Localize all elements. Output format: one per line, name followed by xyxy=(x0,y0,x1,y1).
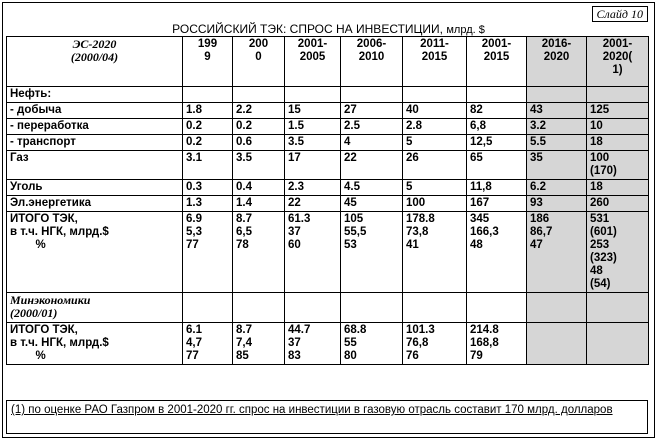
table-row xyxy=(7,135,649,151)
header-year-cell xyxy=(587,37,649,87)
value-cell-text: 3.5 xyxy=(236,152,252,164)
empty-cell xyxy=(527,293,587,323)
value-cell xyxy=(183,119,233,135)
value-cell xyxy=(233,323,285,365)
value-cell xyxy=(403,196,467,212)
value-cell xyxy=(467,151,527,180)
section-oil-label xyxy=(7,87,183,103)
value-cell xyxy=(467,180,527,196)
row-label xyxy=(7,196,183,212)
value-cell xyxy=(467,323,527,365)
empty-cell xyxy=(587,293,649,323)
title-text: РОССИЙСКИЙ ТЭК: СПРОС НА ИНВЕСТИЦИИ, xyxy=(172,22,444,36)
value-cell xyxy=(285,135,341,151)
value-cell xyxy=(527,135,587,151)
value-cell xyxy=(341,103,403,119)
value-cell-text: 1.4 xyxy=(236,197,252,209)
header-year-cell-text: 2001- 2005 xyxy=(297,38,328,63)
value-cell-text: 8.7 6,5 78 xyxy=(236,213,252,251)
document-title xyxy=(3,22,654,37)
row-label xyxy=(7,103,183,119)
empty-cell xyxy=(467,293,527,323)
header-year-cell xyxy=(527,37,587,87)
value-cell-text: 3.1 xyxy=(186,152,202,164)
empty-cell xyxy=(527,87,587,103)
value-cell-text: 2.5 xyxy=(344,120,360,132)
value-cell-text: 0.6 xyxy=(236,136,252,148)
table-row xyxy=(7,151,649,180)
value-cell-text: 61.3 37 60 xyxy=(288,213,311,251)
value-cell-text: 18 xyxy=(590,136,603,148)
section-min-label-text: Минэкономики (2000/01) xyxy=(10,293,91,320)
value-cell xyxy=(587,135,649,151)
value-cell xyxy=(183,212,233,293)
value-cell-text: 11,8 xyxy=(470,181,492,193)
value-cell-text: 5.5 xyxy=(530,136,546,148)
value-cell xyxy=(341,151,403,180)
value-cell xyxy=(233,151,285,180)
value-cell-text: 2.8 xyxy=(406,120,422,132)
value-cell xyxy=(341,212,403,293)
empty-cell xyxy=(403,87,467,103)
header-year-cell-text: 199 9 xyxy=(197,38,218,63)
value-cell-text: 0.2 xyxy=(236,120,252,132)
empty-cell xyxy=(285,293,341,323)
value-cell-text: 1.3 xyxy=(186,197,202,209)
value-cell xyxy=(527,196,587,212)
value-cell xyxy=(467,212,527,293)
value-cell-text: 43 xyxy=(530,104,543,116)
value-cell-text: 3.5 xyxy=(288,136,304,148)
value-cell xyxy=(285,119,341,135)
header-year-cell xyxy=(403,37,467,87)
value-cell xyxy=(341,196,403,212)
value-cell xyxy=(341,180,403,196)
section-row-minekonomiki xyxy=(7,293,649,323)
value-cell-text: 8.7 7,4 85 xyxy=(236,324,252,362)
header-source-cell-text: ЭС-2020 (2000/04) xyxy=(70,37,119,64)
value-cell xyxy=(233,135,285,151)
value-cell xyxy=(403,180,467,196)
value-cell-text: 93 xyxy=(530,197,543,209)
value-cell xyxy=(403,135,467,151)
table-row xyxy=(7,119,649,135)
value-cell xyxy=(285,151,341,180)
value-cell xyxy=(587,119,649,135)
value-cell xyxy=(527,212,587,293)
value-cell xyxy=(587,323,649,365)
value-cell xyxy=(285,323,341,365)
value-cell xyxy=(403,103,467,119)
value-cell xyxy=(587,180,649,196)
value-cell xyxy=(233,212,285,293)
value-cell xyxy=(341,119,403,135)
value-cell-text: 65 xyxy=(470,152,483,164)
value-cell-text: 22 xyxy=(288,197,301,209)
value-cell xyxy=(587,151,649,180)
empty-cell xyxy=(341,87,403,103)
value-cell-text: 2.3 xyxy=(288,181,304,193)
value-cell-text: 260 xyxy=(590,197,610,209)
header-year-cell xyxy=(467,37,527,87)
value-cell-text: 100 (170) xyxy=(590,152,617,177)
row-label-text: - транспорт xyxy=(10,136,76,148)
value-cell xyxy=(341,135,403,151)
header-year-cell-text: 2001- 2015 xyxy=(481,38,512,63)
value-cell xyxy=(403,323,467,365)
empty-cell xyxy=(467,87,527,103)
row-label xyxy=(7,180,183,196)
header-year-cell-text: 2001- 2020( 1) xyxy=(602,38,633,76)
value-cell-text: 167 xyxy=(470,197,490,209)
empty-cell xyxy=(183,293,233,323)
header-year-cell xyxy=(233,37,285,87)
title-unit: млрд. $ xyxy=(446,24,485,36)
value-cell-text: 4 xyxy=(344,136,351,148)
value-cell-text: 45 xyxy=(344,197,357,209)
value-cell-text: 0.2 xyxy=(186,120,202,132)
value-cell-text: 5 xyxy=(406,136,413,148)
row-label xyxy=(7,119,183,135)
value-cell xyxy=(587,103,649,119)
value-cell-text: 125 xyxy=(590,104,610,116)
value-cell xyxy=(467,196,527,212)
row-label-text: Уголь xyxy=(10,181,43,193)
value-cell-text: 6,8 xyxy=(470,120,486,132)
header-row xyxy=(7,37,649,87)
slide-number-label: Слайд 10 xyxy=(592,6,648,22)
section-oil-label-text: Нефть: xyxy=(10,88,52,100)
row-label-text: Эл.энергетика xyxy=(10,197,91,209)
value-cell xyxy=(285,196,341,212)
value-cell-text: 4.5 xyxy=(344,181,360,193)
row-label xyxy=(7,135,183,151)
value-cell-text: 101.3 76,8 76 xyxy=(406,324,435,362)
value-cell xyxy=(403,151,467,180)
value-cell xyxy=(285,212,341,293)
row-label-text: ИТОГО ТЭК, в т.ч. НГК, млрд.$ % xyxy=(10,213,109,251)
table-row xyxy=(7,196,649,212)
value-cell-text: 186 86,7 47 xyxy=(530,213,553,251)
table-row xyxy=(7,212,649,293)
empty-cell xyxy=(233,87,285,103)
row-label-text: Газ xyxy=(10,152,29,164)
value-cell-text: 2.2 xyxy=(236,104,252,116)
header-year-cell-text: 200 0 xyxy=(248,38,269,63)
value-cell-text: 178.8 73,8 41 xyxy=(406,213,435,251)
value-cell-text: 12,5 xyxy=(470,136,493,148)
header-year-cell xyxy=(341,37,403,87)
empty-cell xyxy=(285,87,341,103)
empty-cell xyxy=(183,87,233,103)
value-cell xyxy=(527,180,587,196)
value-cell xyxy=(183,151,233,180)
value-cell-text: 15 xyxy=(288,104,301,116)
header-year-cell xyxy=(183,37,233,87)
value-cell-text: 6.1 4,7 77 xyxy=(186,324,202,362)
value-cell xyxy=(285,180,341,196)
value-cell xyxy=(527,323,587,365)
value-cell xyxy=(587,196,649,212)
value-cell-text: 0.2 xyxy=(186,136,202,148)
value-cell xyxy=(587,212,649,293)
empty-cell xyxy=(587,87,649,103)
value-cell xyxy=(341,323,403,365)
value-cell-text: 6.2 xyxy=(530,181,546,193)
empty-cell xyxy=(233,293,285,323)
value-cell-text: 27 xyxy=(344,104,357,116)
row-label-text: - добыча xyxy=(10,104,62,116)
header-year-cell-text: 2006- 2010 xyxy=(356,38,387,63)
value-cell xyxy=(183,135,233,151)
empty-cell xyxy=(403,293,467,323)
table-row xyxy=(7,323,649,365)
value-cell-text: 214.8 168,8 79 xyxy=(470,324,499,362)
value-cell-text: 100 xyxy=(406,197,426,209)
empty-cell xyxy=(341,293,403,323)
value-cell-text: 345 166,3 48 xyxy=(470,213,499,251)
value-cell-text: 40 xyxy=(406,104,419,116)
section-min-label xyxy=(7,293,183,323)
value-cell xyxy=(233,103,285,119)
row-label-text: ИТОГО ТЭК, в т.ч. НГК, млрд.$ % xyxy=(10,324,109,362)
value-cell-text: 105 55,5 53 xyxy=(344,213,367,251)
value-cell-text: 82 xyxy=(470,104,483,116)
value-cell xyxy=(233,180,285,196)
value-cell-text: 0.4 xyxy=(236,181,252,193)
value-cell xyxy=(183,323,233,365)
value-cell-text: 1.5 xyxy=(288,120,304,132)
value-cell-text: 5 xyxy=(406,181,413,193)
section-row-oil xyxy=(7,87,649,103)
value-cell xyxy=(285,103,341,119)
value-cell-text: 22 xyxy=(344,152,357,164)
header-source-cell xyxy=(7,37,183,87)
table-row xyxy=(7,103,649,119)
value-cell-text: 0.3 xyxy=(186,181,202,193)
row-label xyxy=(7,323,183,365)
value-cell xyxy=(467,119,527,135)
value-cell xyxy=(183,180,233,196)
value-cell-text: 1.8 xyxy=(186,104,202,116)
row-label xyxy=(7,212,183,293)
row-label-text: - переработка xyxy=(10,120,89,132)
value-cell xyxy=(527,103,587,119)
value-cell-text: 35 xyxy=(530,152,543,164)
table-row xyxy=(7,180,649,196)
value-cell xyxy=(403,212,467,293)
value-cell-text: 17 xyxy=(288,152,301,164)
value-cell-text: 6.9 5,3 77 xyxy=(186,213,202,251)
value-cell-text: 26 xyxy=(406,152,419,164)
value-cell xyxy=(467,103,527,119)
value-cell-text: 68.8 55 80 xyxy=(344,324,367,362)
value-cell xyxy=(233,196,285,212)
footnote: (1) по оценке РАО Газпром в 2001-2020 гг. спрос на инвестиции в газовую отрасль составит 170 млрд. долларов xyxy=(6,400,648,434)
investment-table xyxy=(6,36,649,365)
value-cell xyxy=(233,119,285,135)
value-cell xyxy=(183,103,233,119)
value-cell-text: 18 xyxy=(590,181,603,193)
header-year-cell xyxy=(285,37,341,87)
value-cell xyxy=(403,119,467,135)
value-cell-text: 44.7 37 83 xyxy=(288,324,311,362)
row-label xyxy=(7,151,183,180)
value-cell-text: 531 (601) 253 (323) 48 (54) xyxy=(590,213,617,290)
header-year-cell-text: 2011- 2015 xyxy=(420,38,449,63)
header-year-cell-text: 2016- 2020 xyxy=(541,38,572,63)
value-cell-text: 3.2 xyxy=(530,120,546,132)
value-cell xyxy=(183,196,233,212)
value-cell xyxy=(527,119,587,135)
value-cell xyxy=(527,151,587,180)
value-cell-text: 10 xyxy=(590,120,603,132)
value-cell xyxy=(467,135,527,151)
